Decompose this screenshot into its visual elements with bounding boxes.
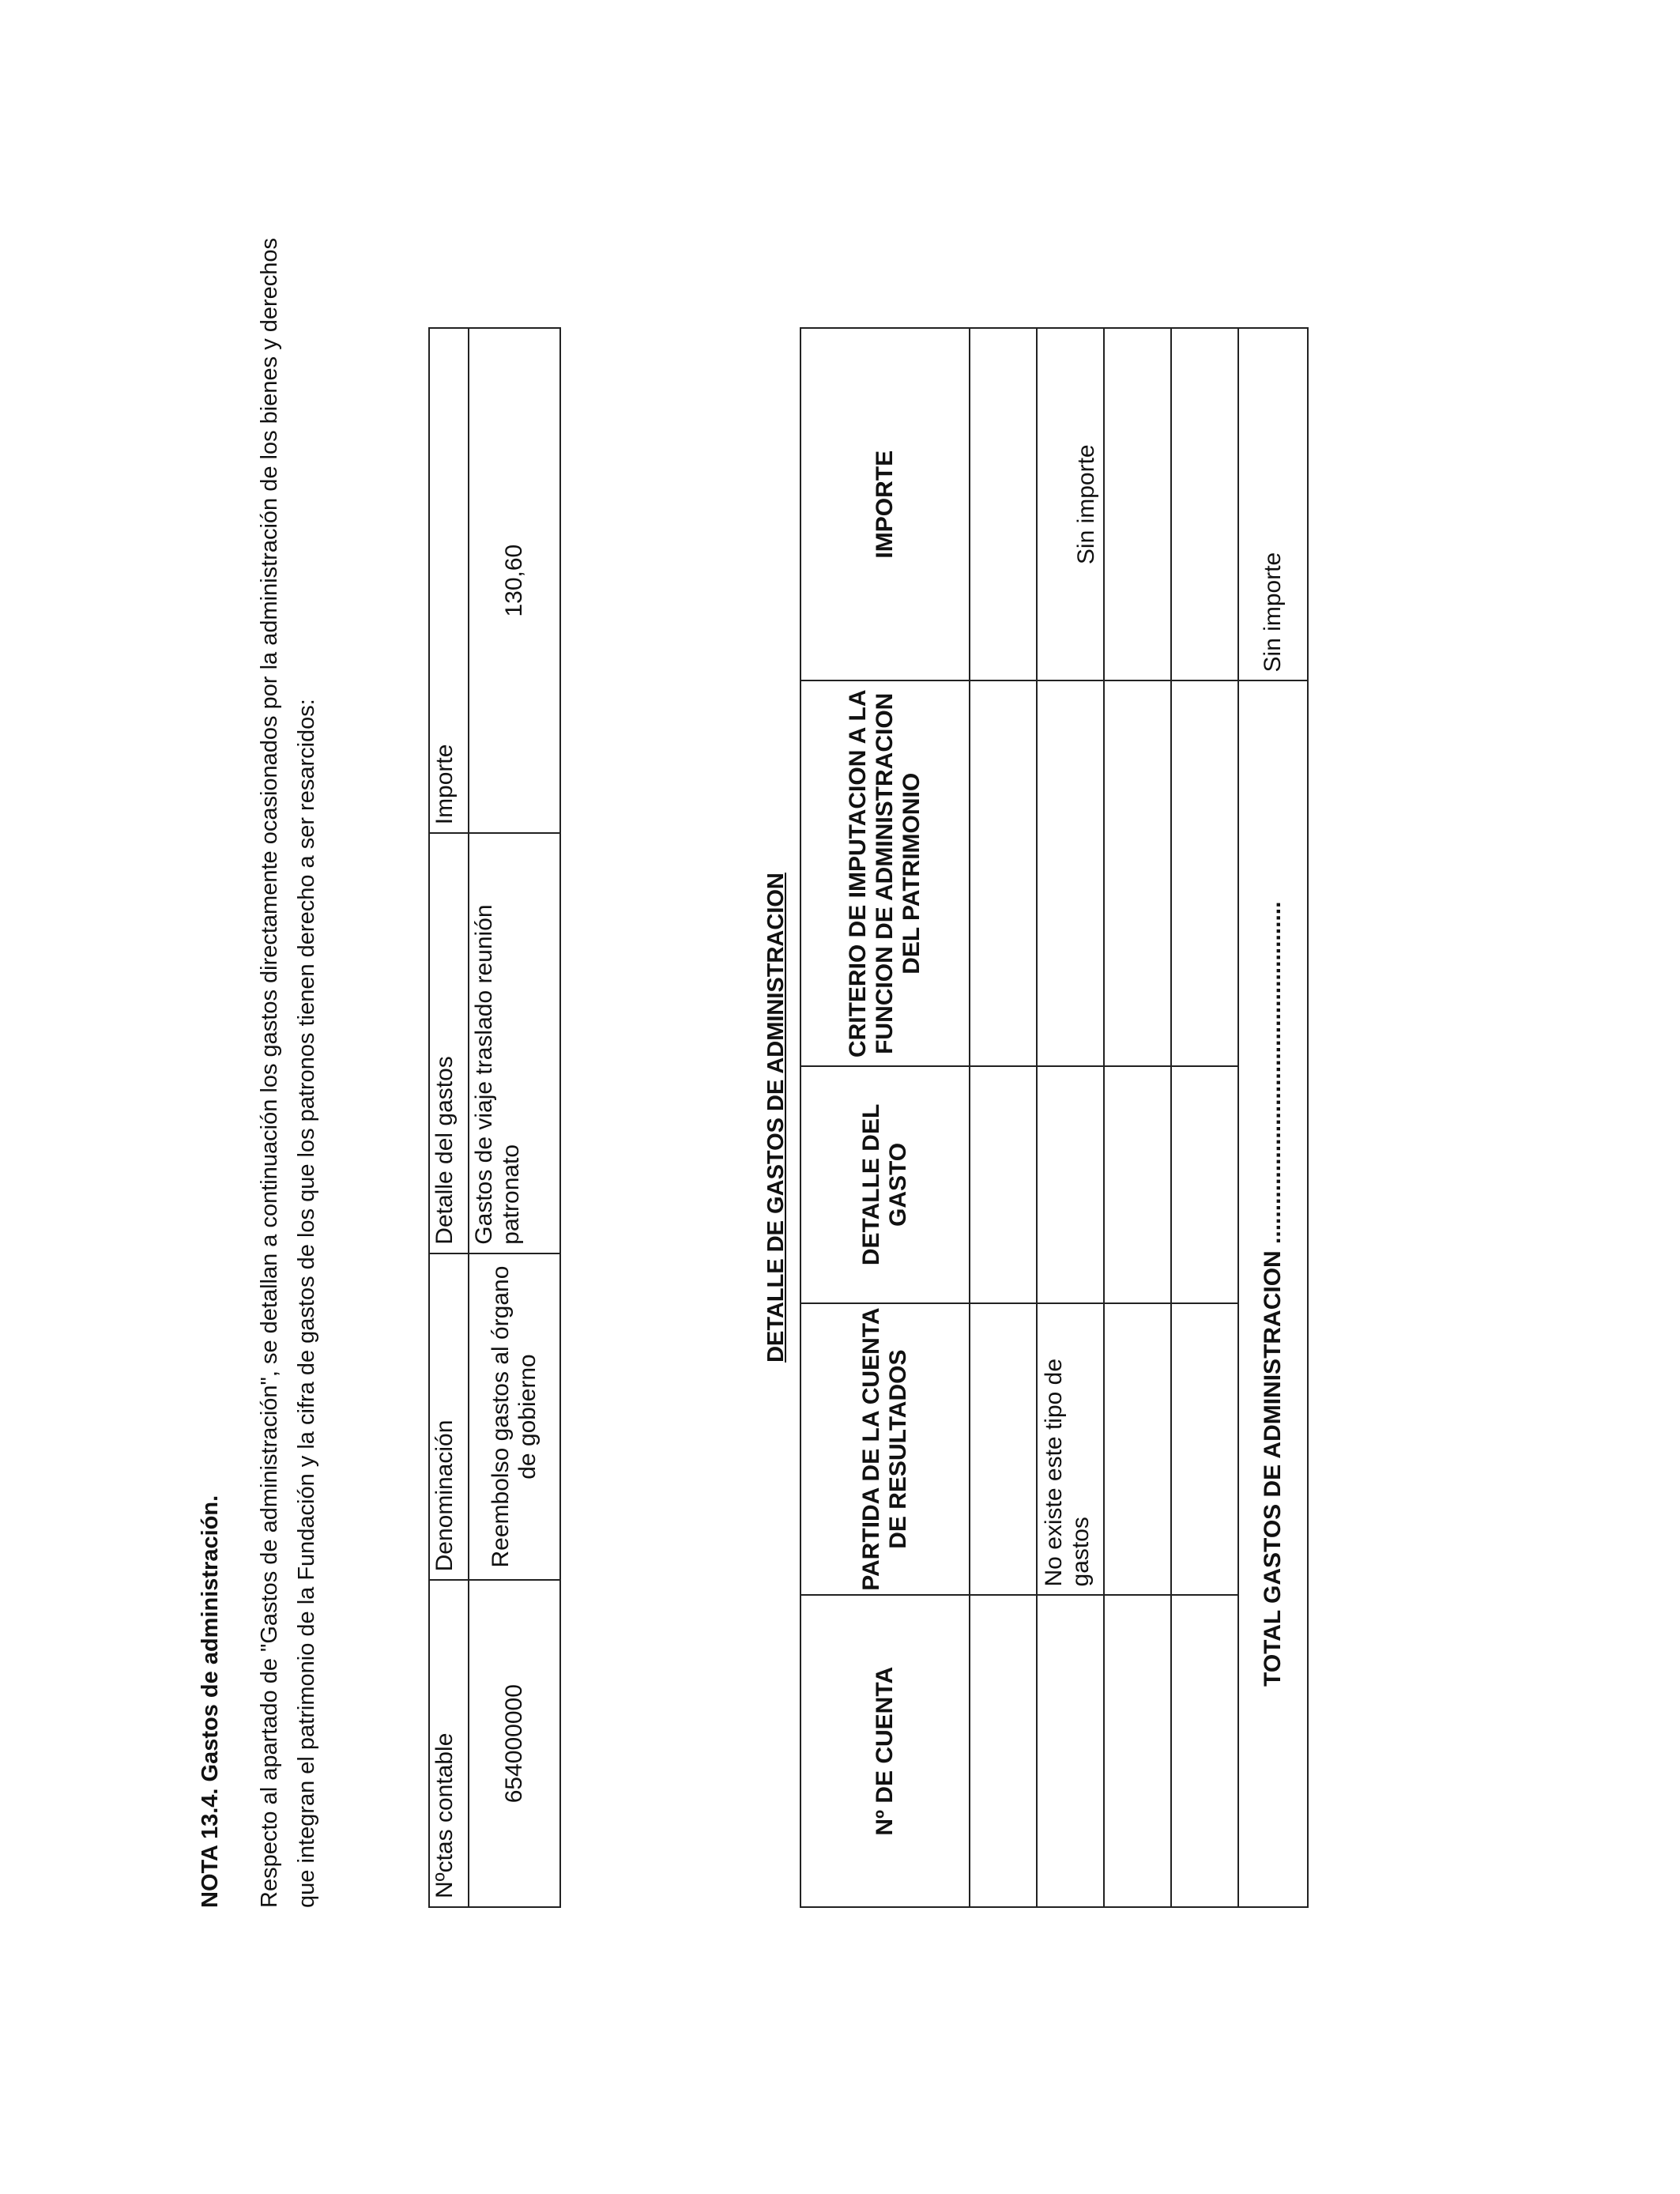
total-row (1238, 328, 1308, 1907)
header-cuenta: Nºctas contable (429, 1580, 469, 1907)
expenses-table (428, 327, 561, 1908)
admin-expenses-table (800, 327, 1309, 1908)
cell-cuenta: 654000000 (469, 1580, 560, 1907)
table-row (1037, 328, 1104, 1907)
table-row (1171, 328, 1238, 1907)
table-row (469, 328, 560, 1907)
intro-paragraph: Respecto al apartado de "Gastos de administración", se detallan a continuación los gastos directamente ocasionados por la administración de los bienes y derechos que integran el patrimonio de la Fundación y la cifra de gastos de los que los patronos tienen derecho a ser resarcidos: (257, 237, 319, 1908)
cell-detalle: Gastos de viaje traslado reunión patronato (469, 833, 560, 1253)
header-importe: Importe (429, 328, 469, 833)
cell-partida: No existe este tipo de gastos (1037, 1303, 1104, 1596)
header-criterio: CRITERIO DE IMPUTACION A LA FUNCION DE ADMINISTRACION DEL PATRIMONIO (800, 680, 970, 1066)
total-label: TOTAL GASTOS DE ADMINISTRACION .................................................... (1238, 680, 1308, 1907)
table-row (970, 328, 1037, 1907)
table-header-row (429, 328, 469, 1907)
cell-importe: Sin importe (1037, 328, 1104, 680)
header-detalle: Detalle del gastos (429, 833, 469, 1253)
cell-denominacion: Reembolso gastos al órgano de gobierno (469, 1253, 560, 1581)
total-value: Sin importe (1238, 328, 1308, 680)
table-row (1104, 328, 1171, 1907)
header-denominacion: Denominación (429, 1253, 469, 1581)
note-title: NOTA 13.4. Gastos de administración. (198, 1495, 223, 1908)
header-num-cuenta: Nº DE CUENTA (800, 1595, 970, 1907)
header-detalle-gasto: DETALLE DEL GASTO (800, 1066, 970, 1303)
cell-importe: 130,60 (469, 328, 560, 833)
table-header-row (800, 328, 970, 1907)
header-importe: IMPORTE (800, 328, 970, 680)
header-partida: PARTIDA DE LA CUENTA DE RESULTADOS (800, 1303, 970, 1596)
detalle-title: DETALLE DE GASTOS DE ADMINISTRACION (763, 873, 789, 1363)
